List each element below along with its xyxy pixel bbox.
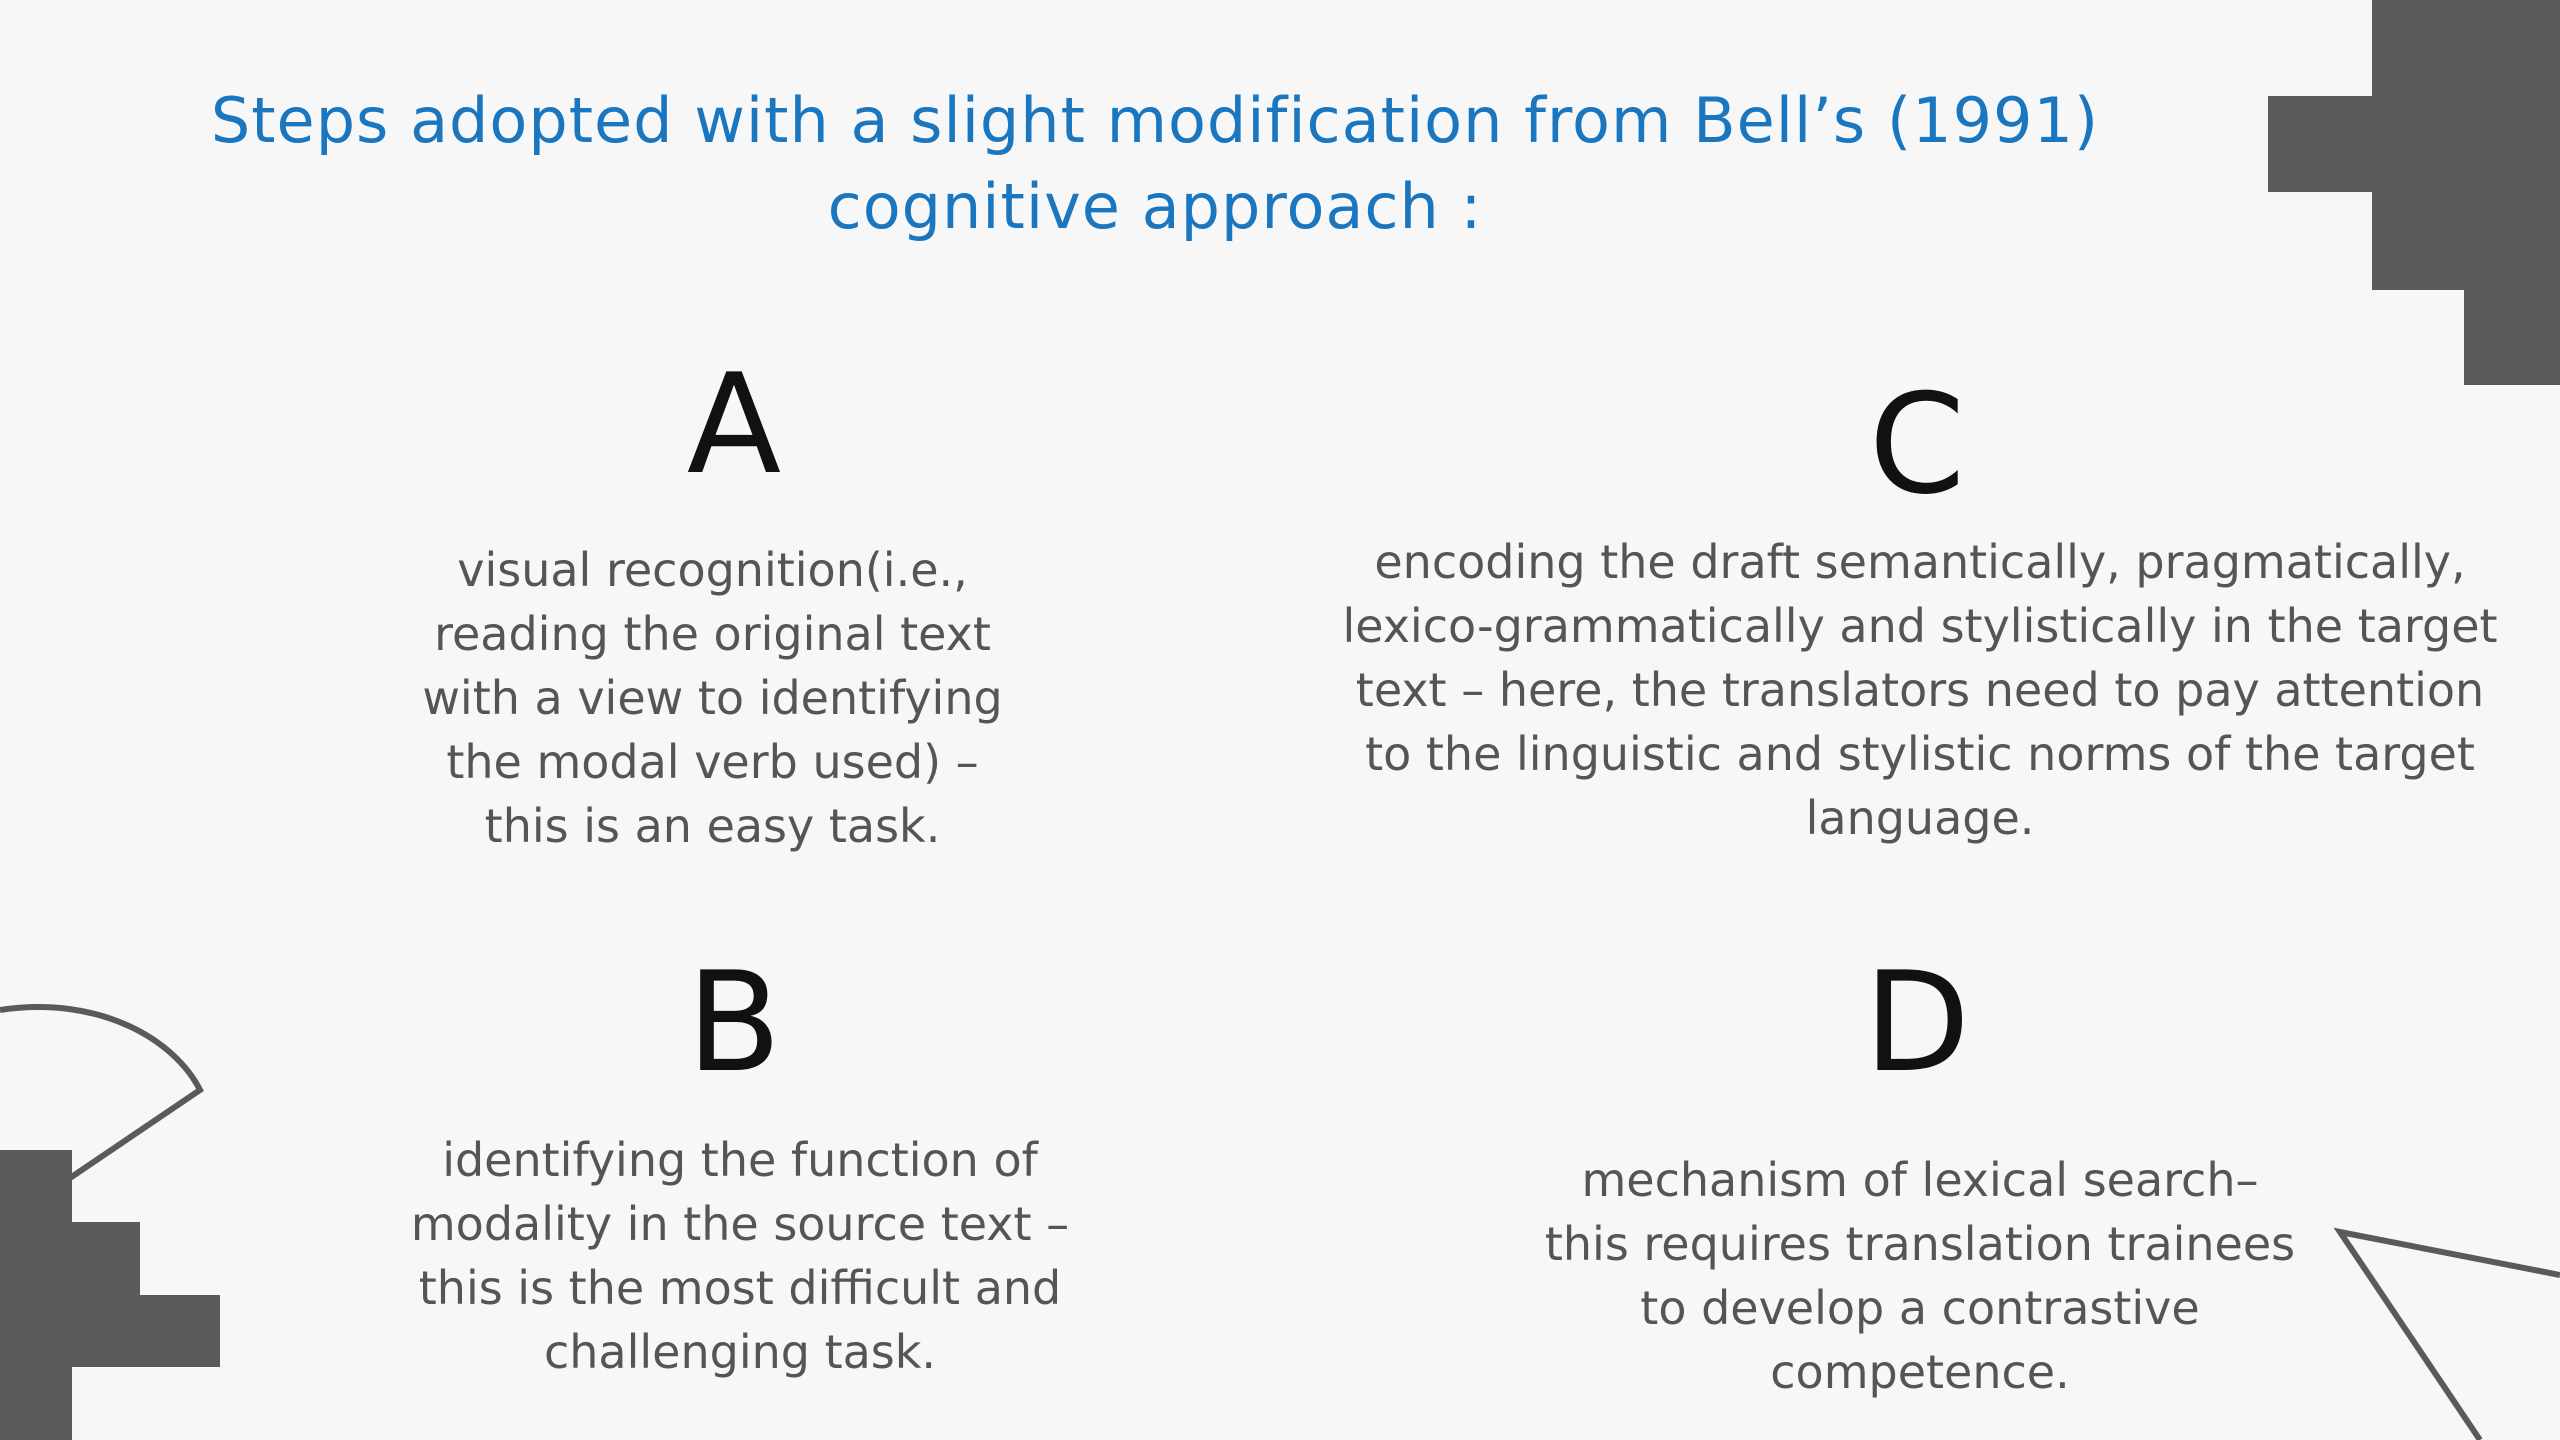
step-c-description: encoding the draft semantically, pragmatically, lexico-grammatically and stylistically in the target text – here, the translators need to pay attention to the linguistic and stylistic norms of the target language. xyxy=(1342,535,2498,845)
slide-title: Steps adopted with a slight modification from Bell’s (1991) cognitive approach : xyxy=(210,84,2100,243)
step-d-letter: D xyxy=(1863,942,1971,1103)
stepped-block-bottom-left xyxy=(0,1150,220,1440)
step-a-letter: A xyxy=(686,344,782,505)
step-d-description: mechanism of lexical search– this requires translation trainees to develop a contrastive competence. xyxy=(1544,1153,2296,1399)
step-a-description: visual recognition(i.e., reading the original text with a view to identifying the modal verb used) – this is an easy task. xyxy=(422,543,1003,853)
triangle-outline xyxy=(2340,1232,2560,1440)
step-b-description: identifying the function of modality in the source text – this is the most difficult and challenging task. xyxy=(410,1133,1070,1379)
stepped-block-top-right xyxy=(2268,0,2560,385)
step-b-letter: B xyxy=(686,942,782,1103)
step-c-letter: C xyxy=(1868,364,1966,525)
